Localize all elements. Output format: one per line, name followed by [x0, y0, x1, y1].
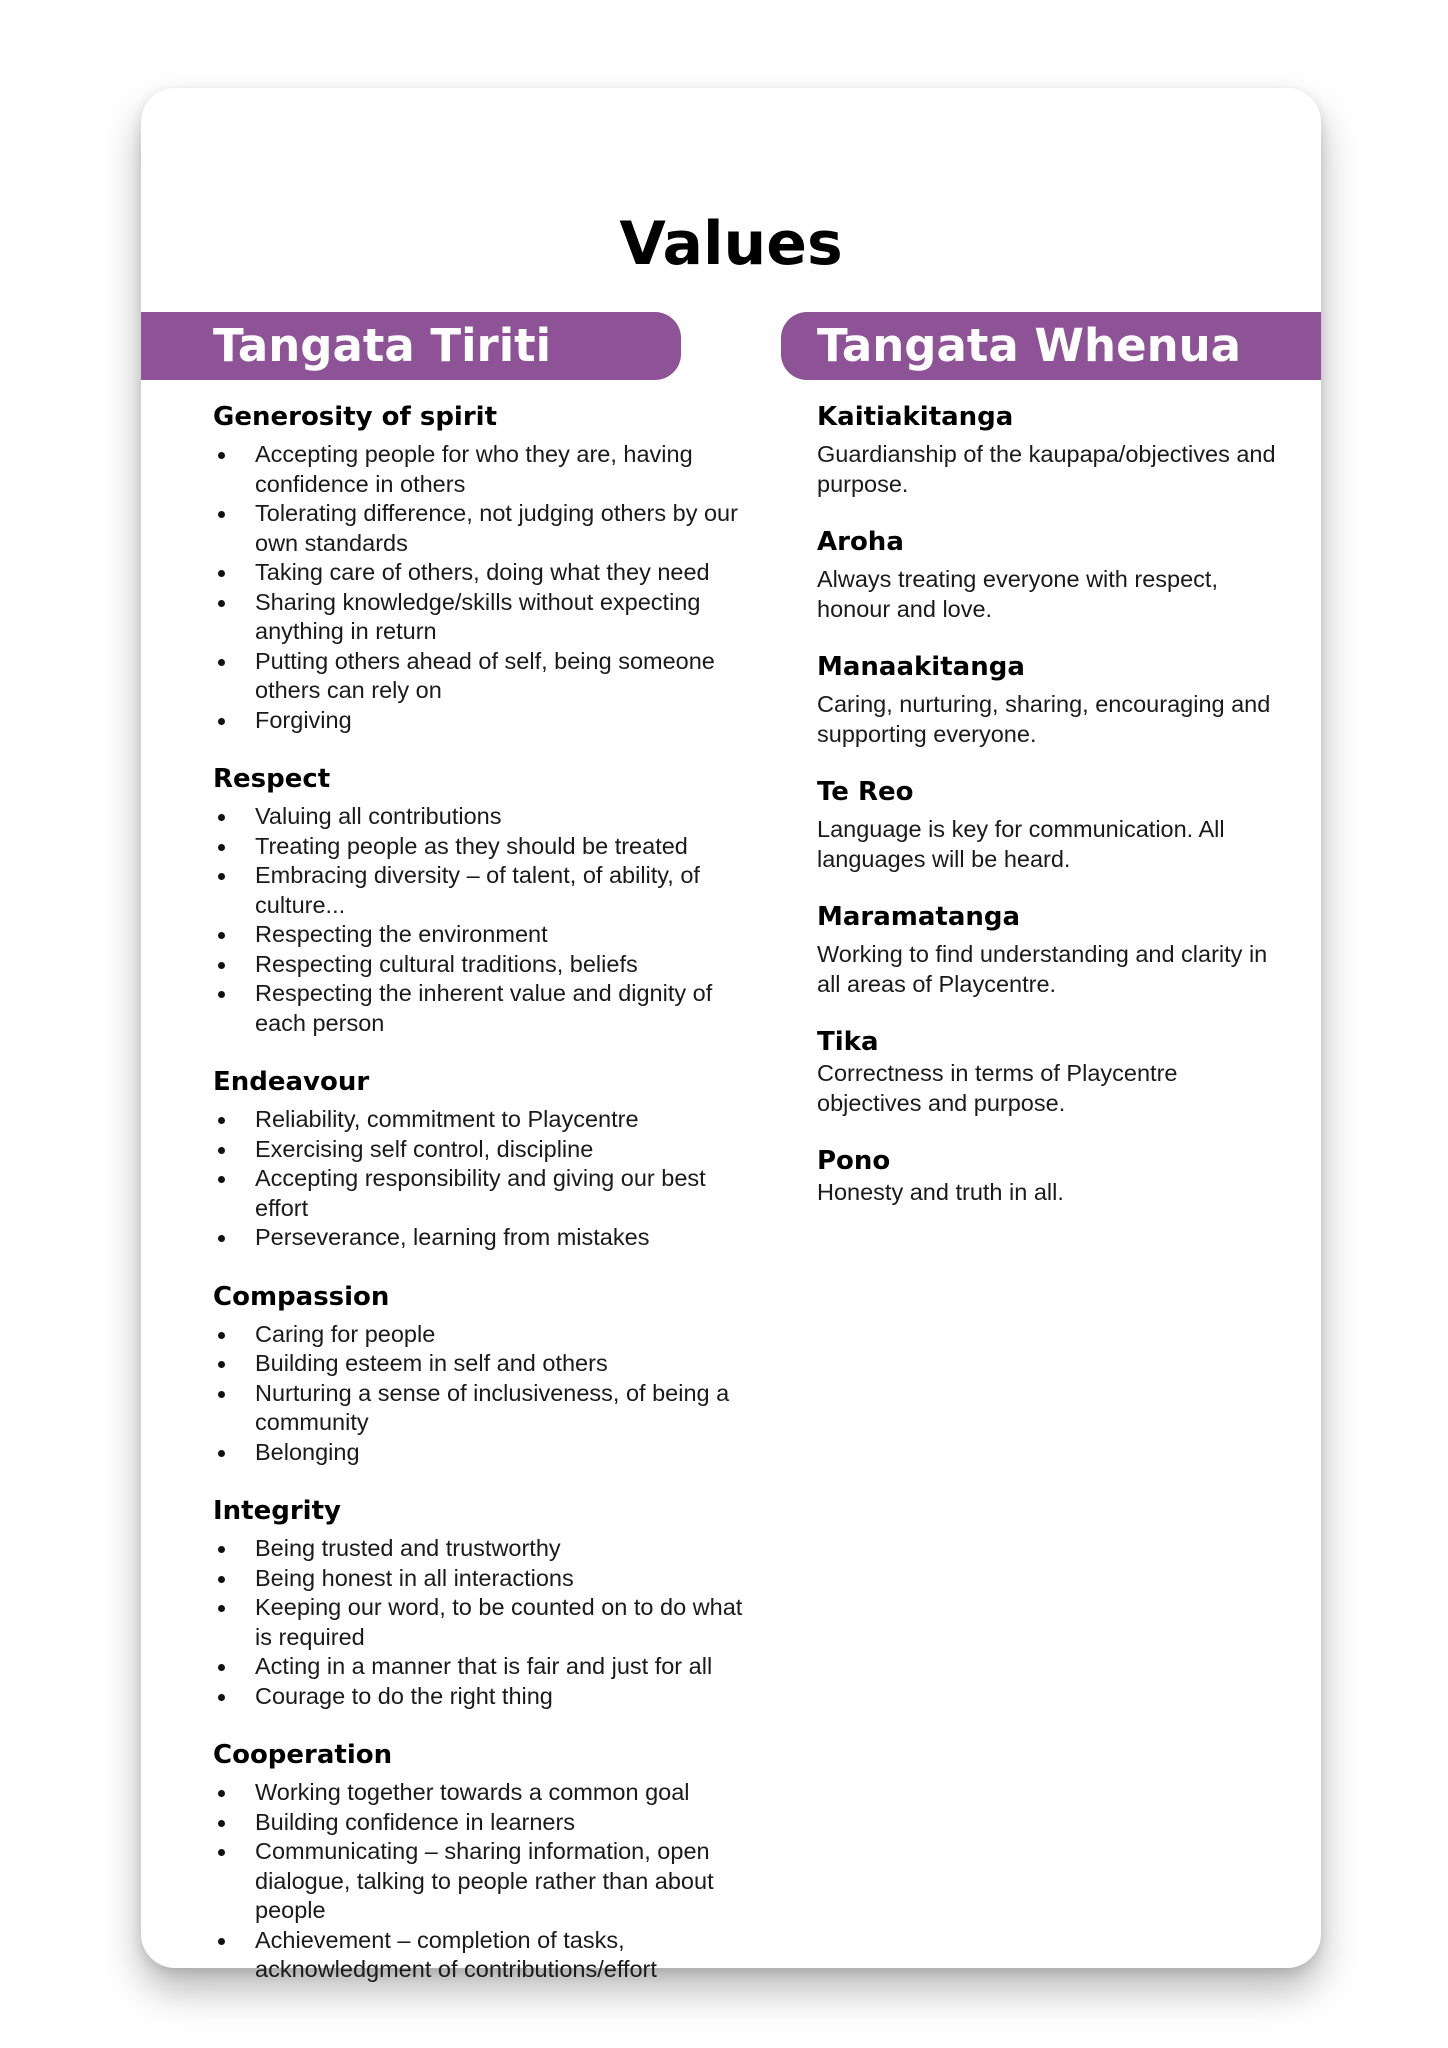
section-text: Always treating everyone with respect, honour and love. [817, 566, 1218, 622]
section-title: Pono [817, 1146, 891, 1176]
list-item: Putting others ahead of self, being someone others can rely on [213, 647, 753, 706]
section-maramatanga [817, 900, 1287, 999]
tangata-tiriti-column [213, 400, 753, 2012]
bullet-list [213, 1320, 753, 1468]
list-item: Keeping our word, to be counted on to do what is required [213, 1593, 753, 1652]
list-item: Belonging [213, 1438, 753, 1468]
list-item: Working together towards a common goal [213, 1778, 753, 1808]
list-item: Courage to do the right thing [213, 1682, 753, 1712]
tangata-whenua-banner: Tangata Whenua [781, 312, 1321, 380]
section-title: Aroha [817, 527, 904, 557]
section-title: Kaitiakitanga [817, 402, 1014, 432]
list-item: Exercising self control, discipline [213, 1135, 753, 1165]
list-item: Being honest in all interactions [213, 1564, 753, 1594]
bullet-list [213, 1534, 753, 1711]
section-aroha [817, 525, 1287, 624]
tangata-whenua-column [817, 400, 1287, 1234]
list-item: Caring for people [213, 1320, 753, 1350]
section-compassion [213, 1280, 753, 1468]
values-card [141, 88, 1321, 1982]
section-integrity [213, 1494, 753, 1711]
list-item: Valuing all contributions [213, 802, 753, 832]
section-text: Correctness in terms of Playcentre objectives and purpose. [817, 1060, 1178, 1116]
section-pono [817, 1144, 1287, 1208]
list-item: Building esteem in self and others [213, 1349, 753, 1379]
list-item: Achievement – completion of tasks, acknowledgment of contributions/effort [213, 1926, 753, 1985]
section-title: Maramatanga [817, 902, 1021, 932]
section-cooperation [213, 1738, 753, 1985]
bullet-list [213, 1778, 753, 1985]
list-item: Communicating – sharing information, open dialogue, talking to people rather than about people [213, 1837, 753, 1926]
section-title: Respect [213, 764, 331, 794]
list-item: Treating people as they should be treated [213, 832, 753, 862]
section-kaitiakitanga [817, 400, 1287, 499]
section-text: Guardianship of the kaupapa/objectives and purpose. [817, 441, 1276, 497]
list-item: Perseverance, learning from mistakes [213, 1223, 753, 1253]
section-title: Tika [817, 1027, 879, 1057]
list-item: Nurturing a sense of inclusiveness, of being a community [213, 1379, 753, 1438]
list-item: Accepting people for who they are, having confidence in others [213, 440, 753, 499]
section-title: Integrity [213, 1496, 341, 1526]
section-respect [213, 762, 753, 1038]
list-item: Being trusted and trustworthy [213, 1534, 753, 1564]
section-te-reo [817, 775, 1287, 874]
section-title: Manaakitanga [817, 652, 1025, 682]
list-item: Taking care of others, doing what they need [213, 558, 753, 588]
list-item: Tolerating difference, not judging others by our own standards [213, 499, 753, 558]
list-item: Embracing diversity – of talent, of ability, of culture... [213, 861, 753, 920]
list-item: Forgiving [213, 706, 753, 736]
section-text: Language is key for communication. All languages will be heard. [817, 816, 1225, 872]
list-item: Respecting the environment [213, 920, 753, 950]
list-item: Respecting cultural traditions, beliefs [213, 950, 753, 980]
section-title: Cooperation [213, 1740, 393, 1770]
section-text: Honesty and truth in all. [817, 1179, 1064, 1205]
list-item: Accepting responsibility and giving our best effort [213, 1164, 753, 1223]
section-title: Generosity of spirit [213, 402, 498, 432]
section-tika [817, 1025, 1287, 1118]
bullet-list [213, 802, 753, 1038]
bullet-list [213, 1105, 753, 1253]
section-title: Compassion [213, 1281, 390, 1312]
section-title: Endeavour [213, 1067, 370, 1097]
section-generosity-of-spirit [213, 400, 753, 735]
list-item: Sharing knowledge/skills without expecting anything in return [213, 588, 753, 647]
page-title: Values [619, 209, 843, 279]
section-text: Working to find understanding and clarity in all areas of Playcentre. [817, 941, 1268, 997]
bullet-list [213, 440, 753, 735]
section-text: Caring, nurturing, sharing, encouraging and supporting everyone. [817, 691, 1271, 747]
list-item: Respecting the inherent value and dignity of each person [213, 979, 753, 1038]
list-item: Reliability, commitment to Playcentre [213, 1105, 753, 1135]
list-item: Building confidence in learners [213, 1808, 753, 1838]
section-manaakitanga [817, 650, 1287, 749]
tangata-tiriti-banner: Tangata Tiriti [141, 312, 681, 380]
section-endeavour [213, 1065, 753, 1253]
list-item: Acting in a manner that is fair and just for all [213, 1652, 753, 1682]
section-title: Te Reo [817, 777, 914, 807]
